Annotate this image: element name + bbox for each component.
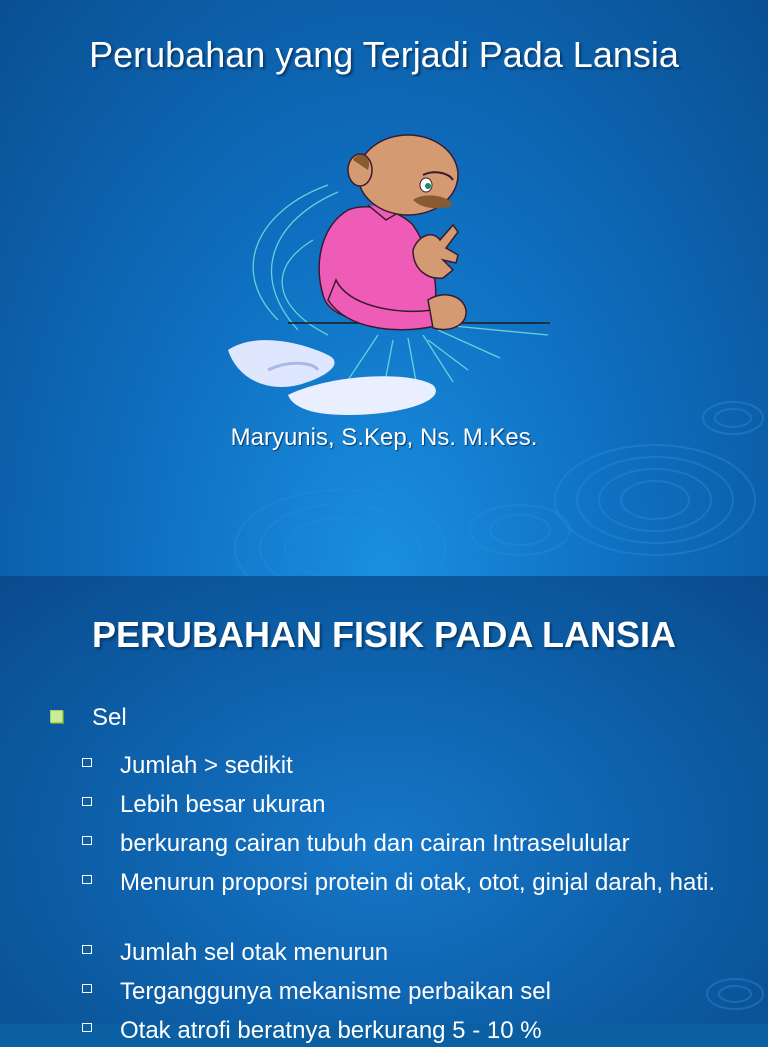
square-bullet-icon [82, 1023, 92, 1032]
elderly-man-clipart [218, 130, 568, 420]
author-name: Maryunis, S.Kep, Ns. M.Kes. [230, 424, 538, 451]
square-bullet-icon [82, 758, 92, 767]
square-bullet-icon [82, 945, 92, 954]
slide-title: Perubahan yang Terjadi Pada Lansia [89, 34, 679, 75]
square-bullet-icon [82, 875, 92, 884]
square-bullet-icon [50, 710, 63, 723]
content-slide: PERUBAHAN FISIK PADA LANSIA Sel Jumlah > sedikit Lebih besar ukuran berkurang cairan tubuh dan cairan Intraselulular Menurun proporsi protein di otak, otot, ginjal darah, hati. Jumlah sel otak menurun Terganggunya mekanisme perbaikan sel Otak atrofi beratnya berkurang 5 - 10 % [0, 576, 768, 1024]
square-bullet-icon [82, 797, 92, 806]
slide-title: PERUBAHAN FISIK PADA LANSIA [91, 614, 676, 655]
square-bullet-icon [82, 836, 92, 845]
square-bullet-icon [82, 984, 92, 993]
